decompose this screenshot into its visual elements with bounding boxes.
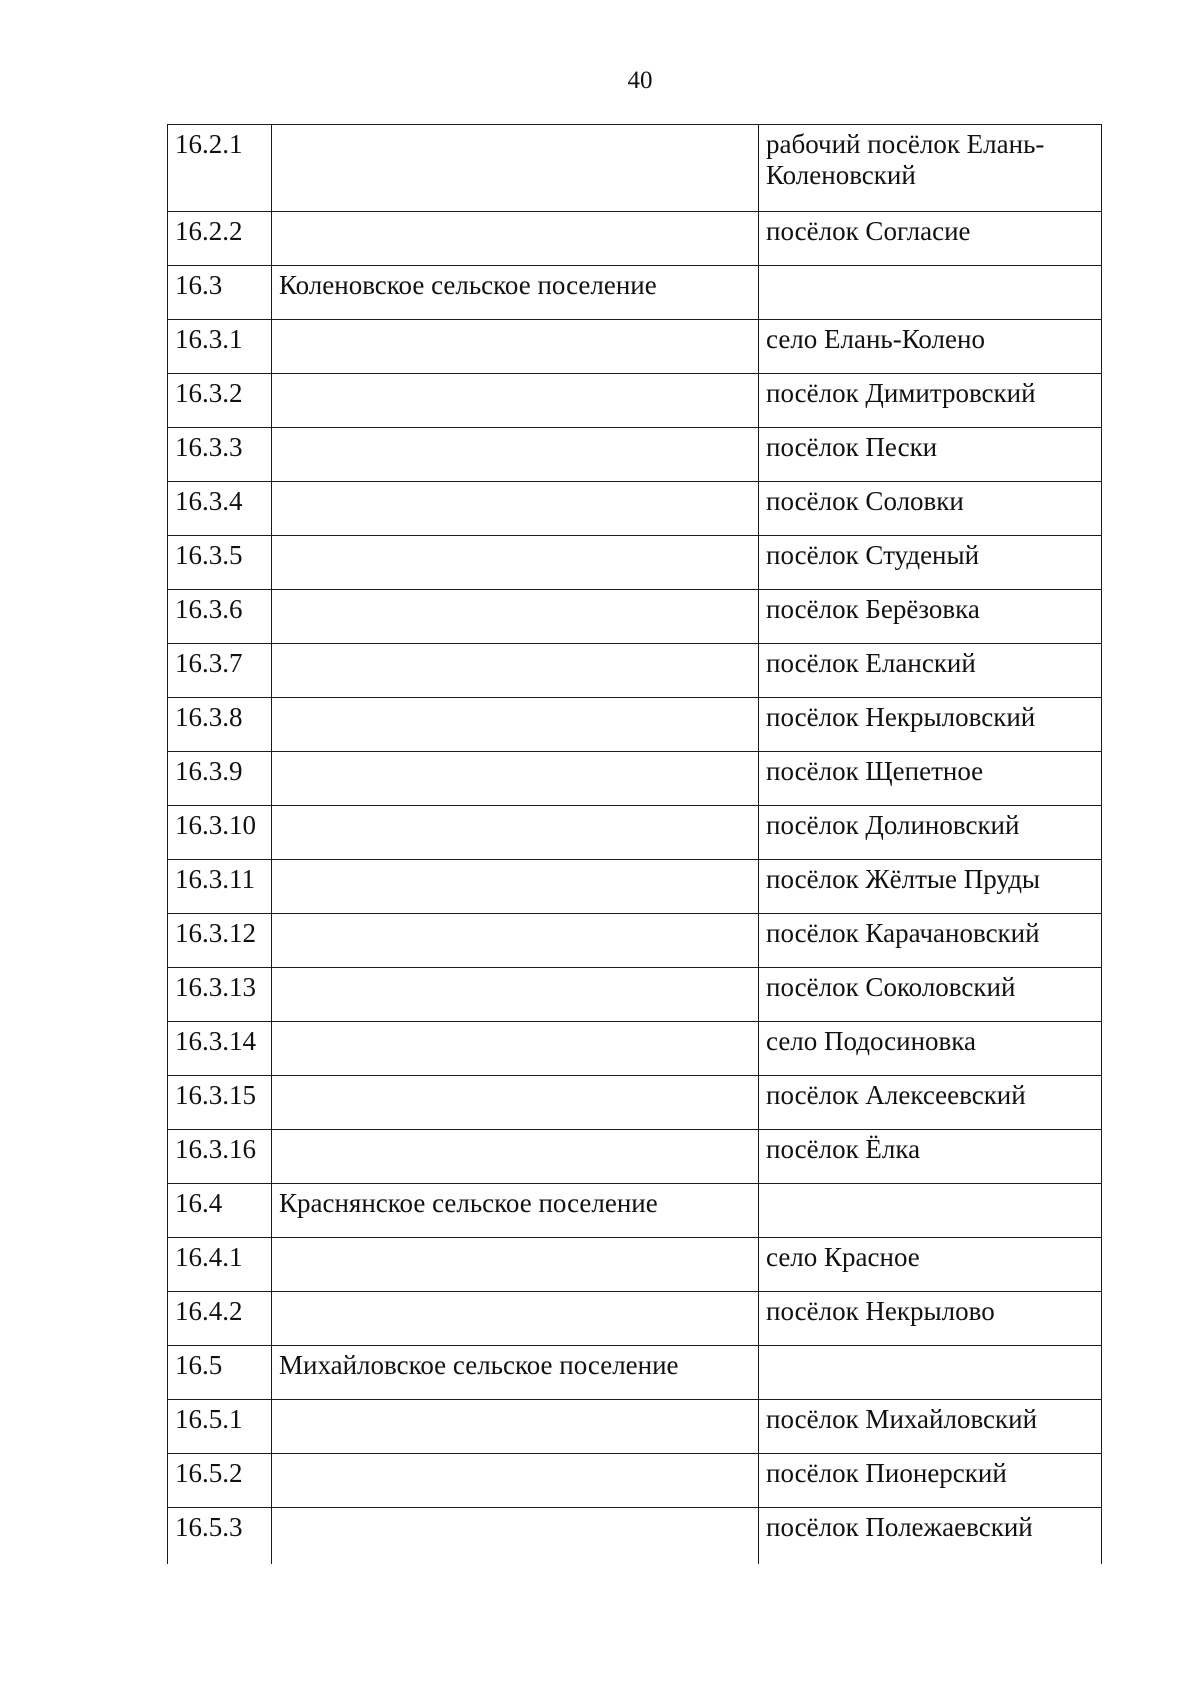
settlement-cell: посёлок Полежаевский xyxy=(759,1508,1102,1564)
table-row xyxy=(168,536,1102,590)
row-number-cell: 16.3 xyxy=(168,266,272,320)
row-number-cell: 16.5.2 xyxy=(168,1454,272,1508)
municipality-cell: Коленовское сельское поселение xyxy=(272,266,759,320)
row-number-cell: 16.4 xyxy=(168,1184,272,1238)
table-row xyxy=(168,644,1102,698)
municipality-cell xyxy=(272,590,759,644)
table-row xyxy=(168,1454,1102,1508)
row-number-cell: 16.3.11 xyxy=(168,860,272,914)
table-row xyxy=(168,1184,1102,1238)
table-row xyxy=(168,1130,1102,1184)
settlement-cell: посёлок Долиновский xyxy=(759,806,1102,860)
municipality-cell xyxy=(272,914,759,968)
table-row xyxy=(168,428,1102,482)
settlement-cell xyxy=(759,266,1102,320)
row-number-cell: 16.3.4 xyxy=(168,482,272,536)
municipality-cell xyxy=(272,428,759,482)
settlement-cell: посёлок Согласие xyxy=(759,212,1102,266)
table-row xyxy=(168,1346,1102,1400)
municipality-cell xyxy=(272,860,759,914)
table-row xyxy=(168,1292,1102,1346)
settlement-cell: посёлок Некрылово xyxy=(759,1292,1102,1346)
row-number-cell: 16.3.8 xyxy=(168,698,272,752)
table-row xyxy=(168,914,1102,968)
municipality-cell xyxy=(272,1130,759,1184)
settlement-cell xyxy=(759,1184,1102,1238)
settlement-cell: посёлок Михайловский xyxy=(759,1400,1102,1454)
settlement-cell: посёлок Карачановский xyxy=(759,914,1102,968)
municipality-cell xyxy=(272,1292,759,1346)
row-number-cell: 16.3.7 xyxy=(168,644,272,698)
municipality-cell xyxy=(272,806,759,860)
municipality-cell xyxy=(272,536,759,590)
table-row xyxy=(168,374,1102,428)
settlement-cell: село Подосиновка xyxy=(759,1022,1102,1076)
municipality-cell xyxy=(272,482,759,536)
row-number-cell: 16.2.2 xyxy=(168,212,272,266)
row-number-cell: 16.2.1 xyxy=(168,125,272,212)
settlement-cell: посёлок Ёлка xyxy=(759,1130,1102,1184)
page-number: 40 xyxy=(627,67,653,94)
row-number-cell: 16.3.13 xyxy=(168,968,272,1022)
table-row xyxy=(168,125,1102,212)
table-row xyxy=(168,806,1102,860)
row-number-cell: 16.3.2 xyxy=(168,374,272,428)
row-number-cell: 16.3.10 xyxy=(168,806,272,860)
row-number-cell: 16.3.1 xyxy=(168,320,272,374)
row-number-cell: 16.3.15 xyxy=(168,1076,272,1130)
table-row xyxy=(168,1238,1102,1292)
municipality-cell xyxy=(272,968,759,1022)
table-row xyxy=(168,266,1102,320)
settlement-cell: село Красное xyxy=(759,1238,1102,1292)
municipality-cell xyxy=(272,1454,759,1508)
row-number-cell: 16.5 xyxy=(168,1346,272,1400)
table-row xyxy=(168,212,1102,266)
municipality-cell: Михайловское сельское поселение xyxy=(272,1346,759,1400)
table-row xyxy=(168,752,1102,806)
table-row xyxy=(168,1022,1102,1076)
municipality-cell: Краснянское сельское поселение xyxy=(272,1184,759,1238)
municipality-cell xyxy=(272,644,759,698)
municipality-cell xyxy=(272,1508,759,1564)
municipality-cell xyxy=(272,1238,759,1292)
settlement-cell: посёлок Щепетное xyxy=(759,752,1102,806)
settlement-cell: посёлок Пионерский xyxy=(759,1454,1102,1508)
municipality-cell xyxy=(272,320,759,374)
settlement-cell: посёлок Пески xyxy=(759,428,1102,482)
municipality-cell xyxy=(272,125,759,212)
settlement-cell: посёлок Алексеевский xyxy=(759,1076,1102,1130)
row-number-cell: 16.5.3 xyxy=(168,1508,272,1564)
row-number-cell: 16.3.14 xyxy=(168,1022,272,1076)
row-number-cell: 16.3.16 xyxy=(168,1130,272,1184)
municipality-cell xyxy=(272,212,759,266)
settlements-table xyxy=(167,124,1102,1564)
municipality-cell xyxy=(272,752,759,806)
table-row xyxy=(168,860,1102,914)
table-row xyxy=(168,698,1102,752)
municipality-cell xyxy=(272,1022,759,1076)
settlement-cell: посёлок Соловки xyxy=(759,482,1102,536)
settlement-cell: посёлок Жёлтые Пруды xyxy=(759,860,1102,914)
settlement-cell: рабочий посёлок Елань-Коленовский xyxy=(759,125,1102,212)
table-row xyxy=(168,1508,1102,1564)
settlement-cell xyxy=(759,1346,1102,1400)
settlement-cell: посёлок Студеный xyxy=(759,536,1102,590)
municipality-cell xyxy=(272,374,759,428)
row-number-cell: 16.3.12 xyxy=(168,914,272,968)
settlement-cell: посёлок Димитровский xyxy=(759,374,1102,428)
settlement-cell: посёлок Еланский xyxy=(759,644,1102,698)
table-row xyxy=(168,968,1102,1022)
row-number-cell: 16.4.1 xyxy=(168,1238,272,1292)
table-row xyxy=(168,1076,1102,1130)
municipality-cell xyxy=(272,1076,759,1130)
row-number-cell: 16.3.9 xyxy=(168,752,272,806)
row-number-cell: 16.3.5 xyxy=(168,536,272,590)
settlement-cell: посёлок Соколовский xyxy=(759,968,1102,1022)
table-row xyxy=(168,1400,1102,1454)
row-number-cell: 16.5.1 xyxy=(168,1400,272,1454)
settlements-table-body xyxy=(168,125,1102,1564)
row-number-cell: 16.3.6 xyxy=(168,590,272,644)
table-row xyxy=(168,590,1102,644)
municipality-cell xyxy=(272,1400,759,1454)
municipality-cell xyxy=(272,698,759,752)
table-row xyxy=(168,320,1102,374)
settlement-cell: посёлок Берёзовка xyxy=(759,590,1102,644)
settlement-cell: посёлок Некрыловский xyxy=(759,698,1102,752)
settlement-cell: село Елань-Колено xyxy=(759,320,1102,374)
row-number-cell: 16.3.3 xyxy=(168,428,272,482)
row-number-cell: 16.4.2 xyxy=(168,1292,272,1346)
table-row xyxy=(168,482,1102,536)
